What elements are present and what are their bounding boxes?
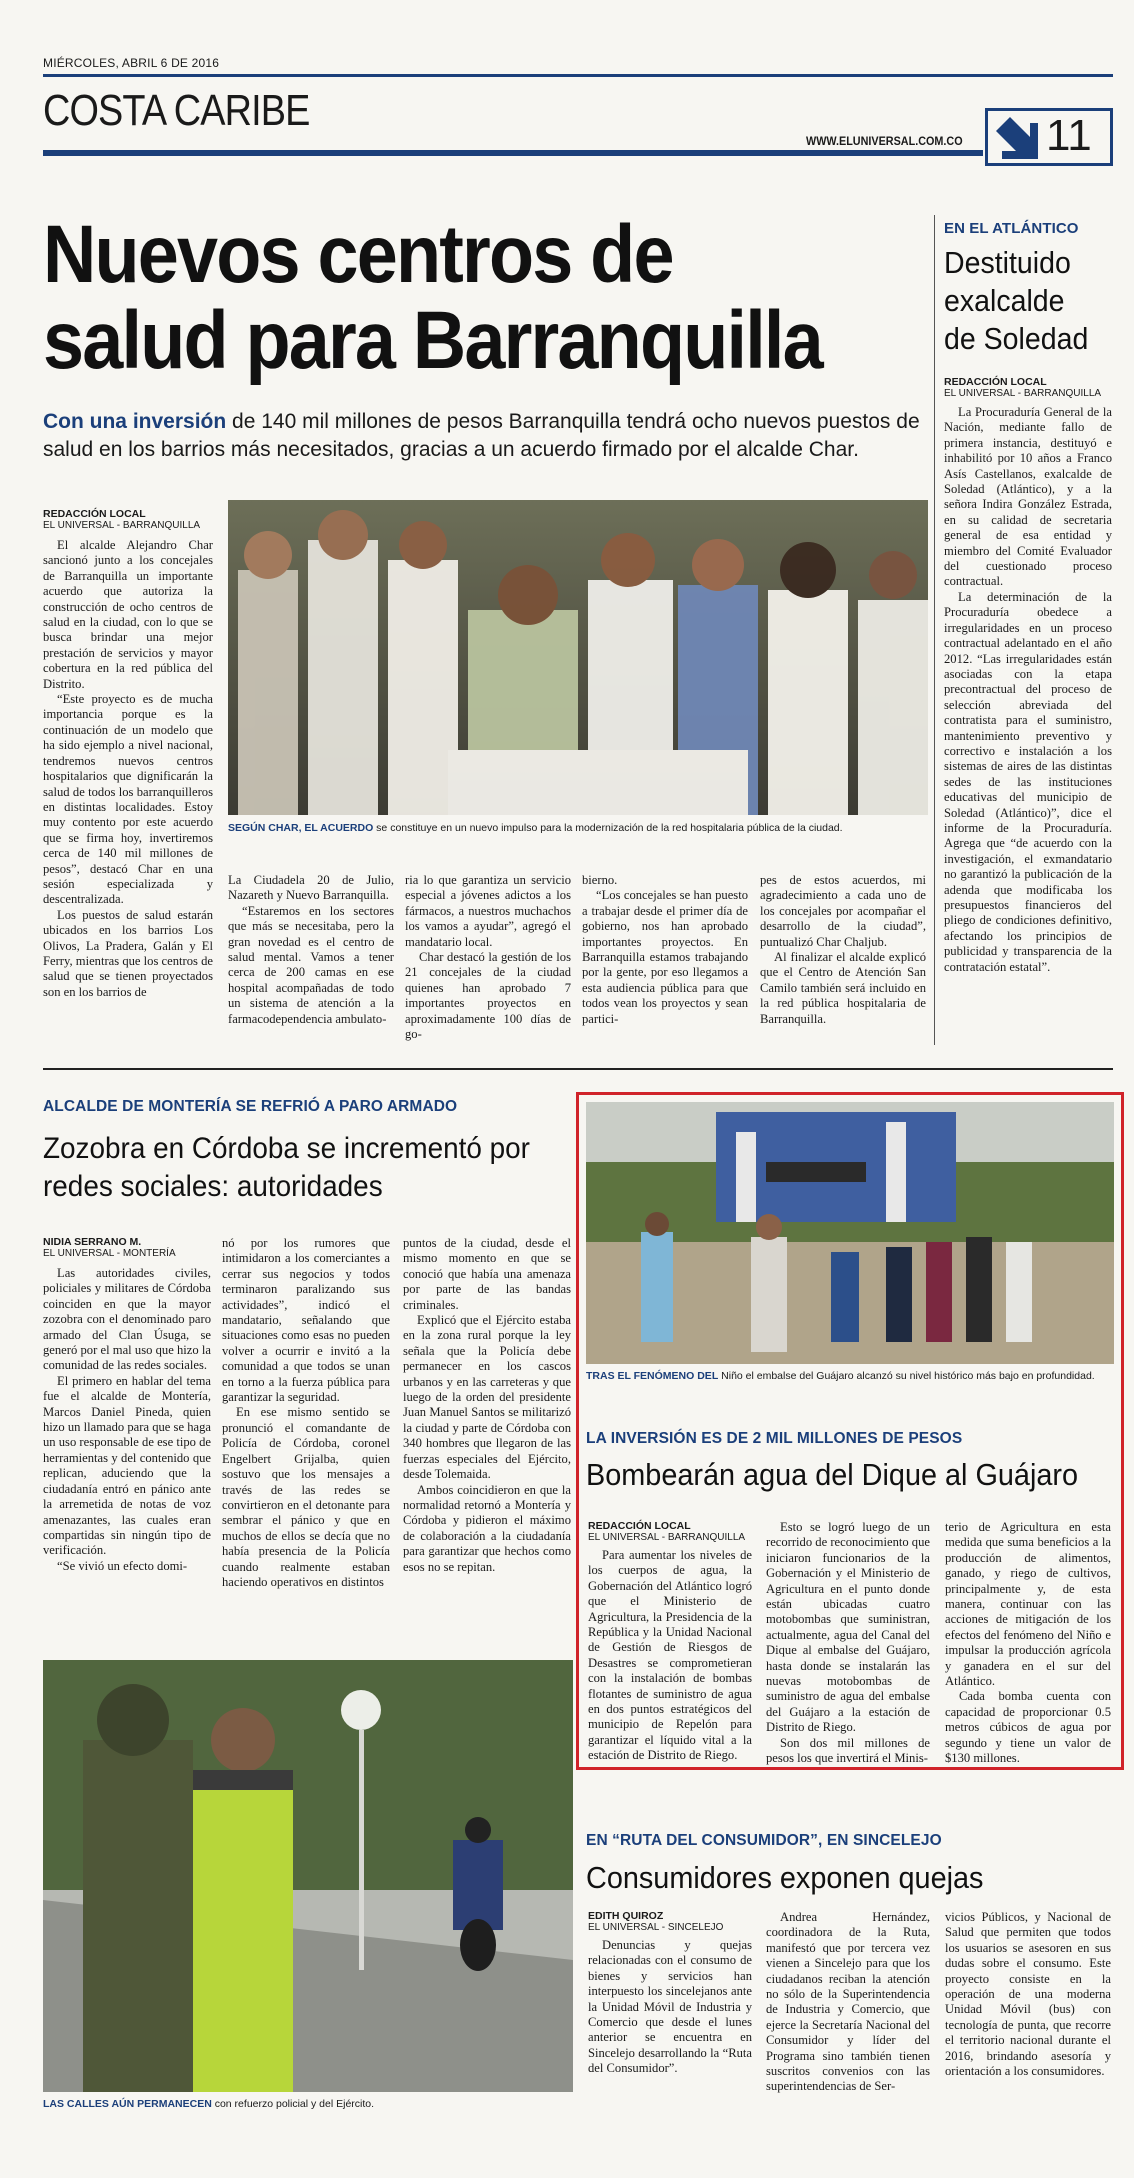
consumidor-headline: Consumidores exponen quejas: [586, 1860, 984, 1895]
paragraph: ria lo que garantiza un servicio especial a jóvenes adictos a los fármacos, a nuestros muchachos los vamos a ayudar”, agregó el mandatario local.: [405, 873, 571, 949]
guajaro-photo: [586, 1102, 1114, 1364]
guajaro-column-2: [766, 1520, 930, 1767]
byline-source: EL UNIVERSAL - SINCELEJO: [588, 1922, 724, 1933]
main-column-5: [760, 873, 926, 1027]
paragraph: Denuncias y quejas relacionadas con el consumo de bienes y servicios han interpuesto los sincelejanos ante la Unidad Móvil de Industria y Comercio que desde el lunes anterior se encuentra en Sincelejo desarrollando la “Ruta del Consumidor”.: [588, 1938, 752, 2076]
paragraph: El primero en hablar del tema fue el alcalde de Montería, Marcos Daniel Pineda, quien hizo un llamado para que se haga un uso responsable de ese tipo de herramientas y del contenido que replican, aduciendo que la ciudadanía entró en pánico ante la arremetida de notas de voz amenazantes, las cuales eran compartidas sin ningún tipo de verificación.: [43, 1373, 211, 1558]
monteria-byline: [43, 1236, 223, 1260]
paragraph: nó por los rumores que intimidaron a los comerciantes a cerrar sus negocios y todos terminaron paralizando sus actividades”, indicó el mandatario, señalando que situaciones como esas no pueden volver a ocurrir e invitó a la comunidad a que todos se unan en torno a la fuerza pública para garantizar la seguridad.: [222, 1236, 390, 1405]
caption-lead: SEGÚN CHAR, EL ACUERDO: [228, 822, 374, 834]
byline-name: REDACCIÓN LOCAL: [588, 1520, 691, 1532]
monteria-kicker: ALCALDE DE MONTERÍA SE REFRIÓ A PARO ARMADO: [43, 1098, 458, 1115]
guajaro-photo-caption: [586, 1370, 1116, 1383]
side-column: [944, 405, 1112, 975]
paragraph: Explicó que el Ejército estaba en la zona rural porque la ley señala que la Policía debe permanecer en los cascos urbanos y en las carreteras y que luego de la orden del presidente Juan Manuel Santos se militarizó la ciudad y parte de Córdoba con 340 hombres que llegaron de las fuerzas especiales del Ejército, desde Tolemaida.: [403, 1313, 571, 1482]
section-separator: [43, 1068, 1113, 1070]
main-byline: [43, 508, 223, 532]
monteria-column-3: [403, 1236, 571, 1575]
caption-text: se constituye en un nuevo impulso para la modernización de la red hospitalaria pública de la ciudad.: [373, 822, 843, 834]
caption-lead: TRAS EL FENÓMENO DEL: [586, 1370, 719, 1382]
main-photo-caption: [228, 822, 928, 835]
paragraph: “Los concejales se han puesto a trabajar desde el primer día de gobierno, nos han aprobado importantes proyectos. En Barranquilla estamos trabajando por la gente, por eso llegamos a esta audiencia pública para que todos vean los proyectos y sean partici-: [582, 888, 748, 1026]
paragraph: La Ciudadela 20 de Julio, Nazareth y Nuevo Barranquilla.: [228, 873, 394, 903]
website-url: WWW.ELUNIVERSAL.COM.CO: [806, 134, 963, 148]
byline-source: EL UNIVERSAL - BARRANQUILLA: [588, 1532, 746, 1543]
consumidor-column-1: [588, 1938, 752, 2077]
paragraph: bierno.: [582, 873, 618, 887]
monteria-photo-caption: [43, 2098, 583, 2111]
main-column-3: [405, 873, 571, 1042]
main-headline: Nuevos centros de salud para Barranquilla: [43, 209, 822, 386]
paragraph: “Se vivió un efecto domi-: [57, 1558, 188, 1573]
header-top-rule: [43, 74, 1113, 77]
guajaro-byline: [588, 1520, 758, 1544]
paragraph: La Procuraduría General de la Nación, mediante fallo de primera instancia, destituyó e inhabilitó por 10 años a Franco Asís Castellanos, exalcalde de Soledad (Atlántico), y a la señora Indira González Estrada, en su calidad de secretaria general de esa entidad y miembro del Comité Evaluador del cuestionado proceso contractual.: [944, 405, 1112, 589]
deck-lead: Con una inversión: [43, 410, 227, 433]
consumidor-column-3: [945, 1910, 1111, 2079]
monteria-column-1: [43, 1266, 211, 1574]
byline-name: NIDIA SERRANO M.: [43, 1236, 142, 1248]
monteria-photo: [43, 1660, 573, 2092]
guajaro-headline: Bombearán agua del Dique al Guájaro: [586, 1457, 1079, 1492]
paragraph: vicios Públicos, y Nacional de Salud que permiten que todos los usuarios se asesoren en sus dudas sobre el consumo. Este proyecto consiste en la operación de una moderna Unidad Móvil (bus) con tecnología de punta, que recorre el territorio nacional durante el 2016, brindando asesoría y orientación a los consumidores.: [945, 1910, 1111, 2079]
paragraph: “Este proyecto es de mucha importancia porque es la continuación de un modelo que ha sido ejemplo a nivel nacional, tendremos nuevos centros hospitalarios que dignificarán la salud de todos los barranquilleros en distintas localidades. Estoy muy contento por este acuerdo que se firma hoy, invertiremos cerca de 140 mil millones de pesos”, destacó Char en una sesión especializada y descentralizada.: [43, 692, 213, 907]
main-photo: [228, 500, 928, 815]
byline-name: REDACCIÓN LOCAL: [43, 508, 146, 520]
caption-text: con refuerzo policial y del Ejército.: [211, 2098, 375, 2110]
consumidor-column-2: [766, 1910, 930, 2095]
side-column-divider: [934, 215, 935, 1045]
paragraph: Cada bomba cuenta con capacidad de proporcionar 0.5 metros cúbicos de agua por segundo y tiene un valor de $130 millones.: [945, 1689, 1111, 1766]
deck-text: de 140 mil millones de pesos Barranquilla tendrá ocho nuevos puestos de salud en los barrios más necesitados, gracias a un acuerdo firmado por el alcalde Char.: [43, 410, 920, 461]
byline-name: EDITH QUIROZ: [588, 1910, 664, 1922]
paragraph: puntos de la ciudad, desde el mismo momento en que se conoció que había una amenaza por parte de las bandas criminales.: [403, 1236, 571, 1312]
page-number-box: [985, 108, 1113, 166]
guajaro-column-3: [945, 1520, 1111, 1767]
main-column-4: [582, 873, 748, 1027]
main-deck: [43, 408, 923, 464]
issue-date: MIÉRCOLES, ABRIL 6 DE 2016: [43, 56, 220, 70]
header-bottom-rule: [43, 150, 983, 156]
page-number: 11: [1046, 111, 1092, 160]
paragraph: El alcalde Alejandro Char sancionó junto a los concejales de Barranquilla un importante acuerdo que autoriza la construcción de ocho centros de salud en la ciudad, con lo que se busca brindar una mejor prestación de servicios y mayor cobertura en la red pública del Distrito.: [43, 538, 213, 691]
paragraph: Andrea Hernández, coordinadora de la Ruta, manifestó que por tercera vez vienen a Sincelejo para que los ciudadanos reciban la atención no sólo de la Superintendencia de Industria y Comercio, que ejerce la Secretaría Nacional del Consumidor y líder del Programa sino también tienen suscritos convenios con las superintendencias de Ser-: [766, 1910, 930, 2094]
paragraph: Ambos coincidieron en que la normalidad retornó a Montería y Córdoba y pidieron el máximo de colaboración a la ciudadanía para garantizar que hechos como esos no se repitan.: [403, 1482, 571, 1574]
paragraph: Esto se logró luego de un recorrido de reconocimiento que iniciaron funcionarios de la Gobernación y el Ministerio de Agricultura en el punto donde están ubicadas cuatro motobombas que suministran, actualmente, agua del Canal del Dique al embalse del Guájaro, hasta donde se instalarán las nuevas motobombas de suministro de agua del embalse del Guájaro a la estación de Distrito de Riego.: [766, 1520, 930, 1735]
byline-source: EL UNIVERSAL - MONTERÍA: [43, 1248, 176, 1259]
paragraph: En ese mismo sentido se pronunció el comandante de Policía de Córdoba, coronel Engelbert Grijalba, quien sostuvo que los mensajes a través de las redes se convirtieron en el detonante para sembrar el pánico y que en muchos de ellos se decía que no había presencia de la Policía cuando realmente estaban haciendo operativos en distintos: [222, 1405, 390, 1589]
paragraph: Son dos mil millones de pesos los que invertirá el Minis-: [766, 1735, 930, 1766]
consumidor-kicker: EN “RUTA DEL CONSUMIDOR”, EN SINCELEJO: [586, 1832, 942, 1849]
guajaro-kicker: LA INVERSIÓN ES DE 2 MIL MILLONES DE PESOS: [586, 1430, 963, 1447]
side-byline: [944, 376, 1114, 400]
section-title: COSTA CARIBE: [43, 86, 310, 135]
paragraph: pes de estos acuerdos, mi agradecimiento a cada uno de los concejales por acompañar el desarrollo de la ciudad”, puntualizó Char Chaljub.: [760, 873, 926, 949]
guajaro-column-1: [588, 1548, 752, 1764]
paragraph: Para aumentar los niveles de los cuerpos de agua, la Gobernación del Atlántico logró que el Ministerio de Agricultura, la Presidencia de la República y la Unidad Nacional de Gestión de Riesgos de Desastres se comprometieran con la instalación de bombas flotantes de suministro de agua en dos puntos estratégicos del municipio de Repelón para garantizar el líquido vital a la estación de Distrito de Riego.: [588, 1548, 752, 1763]
paragraph: La determinación de la Procuraduría obedece a irregularidades en un proceso contractual adelantado en el año 2012. “Las irregularidades están asociadas con la etapa precontractual del proceso de selección abreviada del contratista para el suministro, mantenimiento preventivo y correctivo e instalación a los sistemas de aires de las distintas sedes de las instituciones educativas del municipio de Soledad (Atlántico)”, dice el informe de la Procuraduría. Agrega que “de acuerdo con la investigación, el exmandatario no garantizó la publicación de la adenda que modificaba los presupuestos financieros del pliego de condiciones definitivo, afectando los principios de publicidad y transparencia de la contratación estatal”.: [944, 589, 1112, 974]
side-kicker: EN EL ATLÁNTICO: [944, 220, 1079, 237]
paragraph: “Estaremos en los sectores que más se necesitaba, pero la gran novedad es el centro de salud mental. Vamos a tener cerca de 200 camas en ese hospital acompañadas de todo un sistema de atención a la farmacodependencia ambulato-: [228, 903, 394, 1026]
byline-source: EL UNIVERSAL - BARRANQUILLA: [43, 520, 201, 531]
paragraph: terio de Agricultura en esta medida que suma beneficios a la producción de alimentos, ganado, y riego de cultivos, principalmente y, de esta manera, continuar con las acciones de mitigación de los efectos del fenómeno del Niño e impulsar la producción agrícola y ganadera en el sur del Atlántico.: [945, 1520, 1111, 1689]
main-column-2: [228, 873, 394, 1027]
consumidor-byline: [588, 1910, 758, 1934]
paragraph: Los puestos de salud estarán ubicados en los barrios Los Olivos, La Pradera, Galán y El Ferry, mientras que los centros de salud que se tienen proyectados son en los barrios de: [43, 907, 213, 999]
monteria-column-2: [222, 1236, 390, 1590]
paragraph: Char destacó la gestión de los 21 concejales de la ciudad quienes han aprobado 7 importantes proyectos en aproximadamente 100 días de go-: [405, 950, 571, 1042]
monteria-headline: Zozobra en Córdoba se incrementó por redes sociales: autoridades: [43, 1132, 530, 1203]
arrow-down-right-icon: [996, 117, 1038, 159]
byline-name: REDACCIÓN LOCAL: [944, 376, 1047, 388]
paragraph: Al finalizar el alcalde explicó que el Centro de Atención San Camilo también será incluido en la red pública hospitalaria de Barranquilla.: [760, 950, 926, 1026]
side-headline: Destituido exalcalde de Soledad: [944, 245, 1089, 356]
caption-lead: LAS CALLES AÚN PERMANECEN: [43, 2098, 212, 2110]
byline-source: EL UNIVERSAL - BARRANQUILLA: [944, 388, 1102, 399]
caption-text: Niño el embalse del Guájaro alcanzó su nivel histórico más bajo en profundidad.: [718, 1370, 1095, 1382]
paragraph: Las autoridades civiles, policiales y militares de Córdoba coinciden en que la mayor zozobra con el denominado paro armado del Clan Úsuga, se generó por el mal uso que hizo la comunidad de las redes sociales.: [43, 1266, 211, 1373]
main-column-1: [43, 538, 213, 1000]
